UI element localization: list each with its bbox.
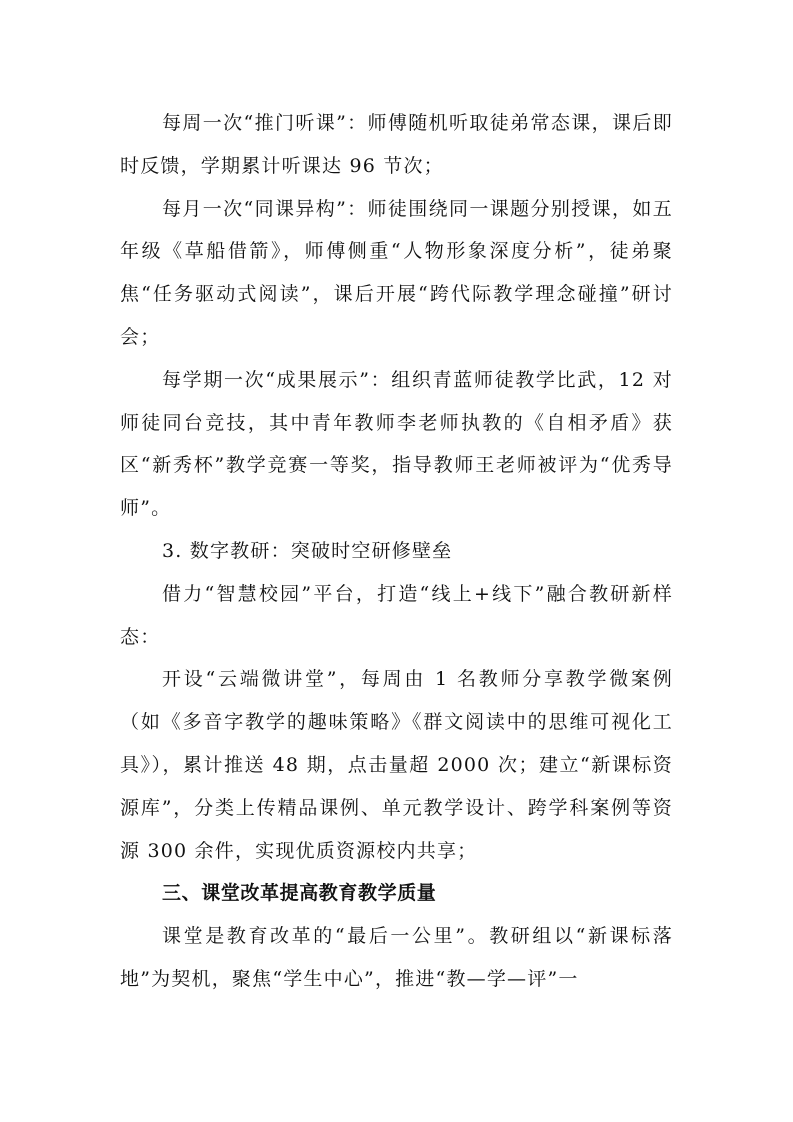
document-body	[120, 102, 673, 1001]
paragraph-classroom-reform: 课堂是教育改革的“最后一公里”。教研组以“新课标落地”为契机，聚焦“学生中心”，推进“教—学—评”一	[120, 925, 673, 990]
section-heading: 三、课堂改革提高教育教学质量	[162, 882, 437, 905]
paragraph-term-showcase: 每学期一次“成果展示”：组织青蓝师徒教学比武，12 对师徒同台竞技，其中青年教师李老师执教的《自相矛盾》获区“新秀杯”教学竞赛一等奖，指导教师王老师被评为“优秀导师”。	[120, 368, 673, 520]
paragraph-cloud-lectures: 开设“云端微讲堂”，每周由 1 名教师分享教学微案例（如《多音字教学的趣味策略》《群文阅读中的思维可视化工具》），累计推送 48 期，点击量超 2000 次；建立“新课标资源库”，分类上传精品课例、单元教学设计、跨学科案例等资源 300 余件，实现优质资源校内共享；	[120, 668, 673, 862]
subheading-digital-research: 3. 数字教研：突破时空研修壁垒	[162, 539, 453, 562]
paragraph-weekly-lesson: 每周一次“推门听课”：师傅随机听取徒弟常态课，课后即时反馈，学期累计听课达 96 节次；	[120, 112, 673, 177]
paragraph-monthly-lesson: 每月一次“同课异构”：师徒围绕同一课题分别授课，如五年级《草船借箭》，师傅侧重“人物形象深度分析”，徒弟聚焦“任务驱动式阅读”，课后开展“跨代际教学理念碰撞”研讨会；	[120, 197, 673, 348]
paragraph-smart-campus: 借力“智慧校园”平台，打造“线上+线下”融合教研新样态：	[120, 582, 673, 648]
